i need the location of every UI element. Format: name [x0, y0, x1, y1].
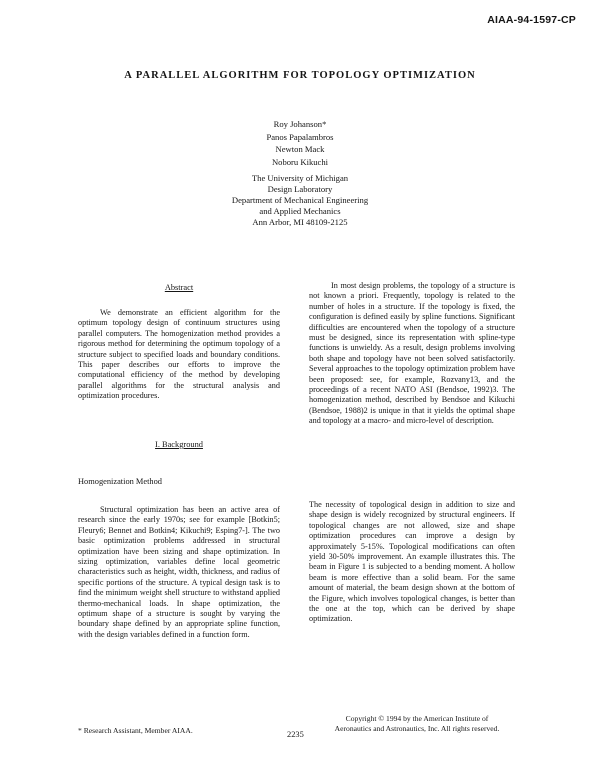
abstract-heading: Abstract	[164, 283, 194, 292]
affiliation-line: The University of Michigan	[251, 173, 349, 183]
footnote: * Research Assistant, Member AIAA.	[78, 726, 193, 735]
affiliation-line: Design Laboratory	[267, 184, 333, 194]
section-body: Structural optimization has been an active area of research since the early 1970s; see for example [Botkin5; Fleury6; Bennet and Botkin4; Kikuchi9; Esping7-]. The two basic optimization problems addressed in structural optimization have been sizing and shape optimization. In sizing optimization, variables define local geometric characteristics such as height, width, thickness, and radius of specific portions of the structure. A typical design task is to find the minimum weight shell structure to withstand applied thermo-mechanical loads. In shape optimization, the optimum shape of a structure is sought by varying the boundary shape defined by an appropriate spline function, with the design variables defined in a function form.	[78, 505, 280, 639]
author-list	[0, 118, 600, 168]
report-number: AIAA-94-1597-CP	[487, 14, 576, 26]
author: Panos Papalambros	[266, 131, 334, 142]
section-heading: I. Background	[155, 440, 203, 449]
affiliation-line: Ann Arbor, MI 48109-2125	[252, 217, 348, 227]
paper-title: A PARALLEL ALGORITHM FOR TOPOLOGY OPTIMIZATION	[124, 70, 476, 81]
page-number: 2235	[287, 730, 304, 739]
copyright-notice: Copyright © 1994 by the American Institute of Aeronautics and Astronautics, Inc. All rights reserved.	[334, 714, 500, 733]
affiliation	[0, 173, 600, 228]
affiliation-line: Department of Mechanical Engineering	[231, 195, 369, 205]
affiliation-line: and Applied Mechanics	[259, 206, 341, 216]
right-paragraph-1: In most design problems, the topology of a structure is not known a priori. Frequently, topology is related to the number of holes in a structure. If the topology is fixed, the configuration is defined easily by spline functions. Significant difficulties are encountered when the topology of a structure must be designed, since its representation with spline-type functions is unwieldy. As a result, design problems involving both shape and topology have not been solved satisfactorily. Several approaches to the topology optimization problem have been proposed: see, for example, Rozvany13, and the proceedings of a recent NATO ASI (Bendsoe, 1992)3. The homogenization method, described by Bendsoe and Kikuchi (Bendsoe, 1988)2 is unique in that it yields the optimal shape and topology at a macro- and micro-level of description.	[309, 281, 515, 426]
author: Noboru Kikuchi	[271, 156, 329, 167]
author: Roy Johanson*	[273, 119, 327, 129]
author: Newton Mack	[275, 144, 325, 154]
abstract-body: We demonstrate an efficient algorithm for the optimum topology design of continuum structures using parallel computers. The homogenization method provides a rigorous method for determining the optimum topology of a structure subject to specified loads and boundary conditions. This paper describes our efforts to improve the computational efficiency of the method by developing parallel algorithms for the structural analysis and optimization procedures.	[78, 308, 280, 401]
subsection-heading: Homogenization Method	[78, 477, 162, 486]
right-paragraph-2: The necessity of topological design in addition to size and shape design is widely recognized by structural engineers. If topological changes are not allowed, size and shape optimization procedures can improve a design by approximately 5-15%. Topological modifications can often yield 30-50% improvement. An example illustrates this. The beam in Figure 1 is subjected to a bending moment. A hollow beam is more effective than a solid beam. For the same amount of material, the beam design shown at the bottom of the Figure, which involves topological changes, is better than the one at the top, which can be derived by shape optimization.	[309, 500, 515, 624]
